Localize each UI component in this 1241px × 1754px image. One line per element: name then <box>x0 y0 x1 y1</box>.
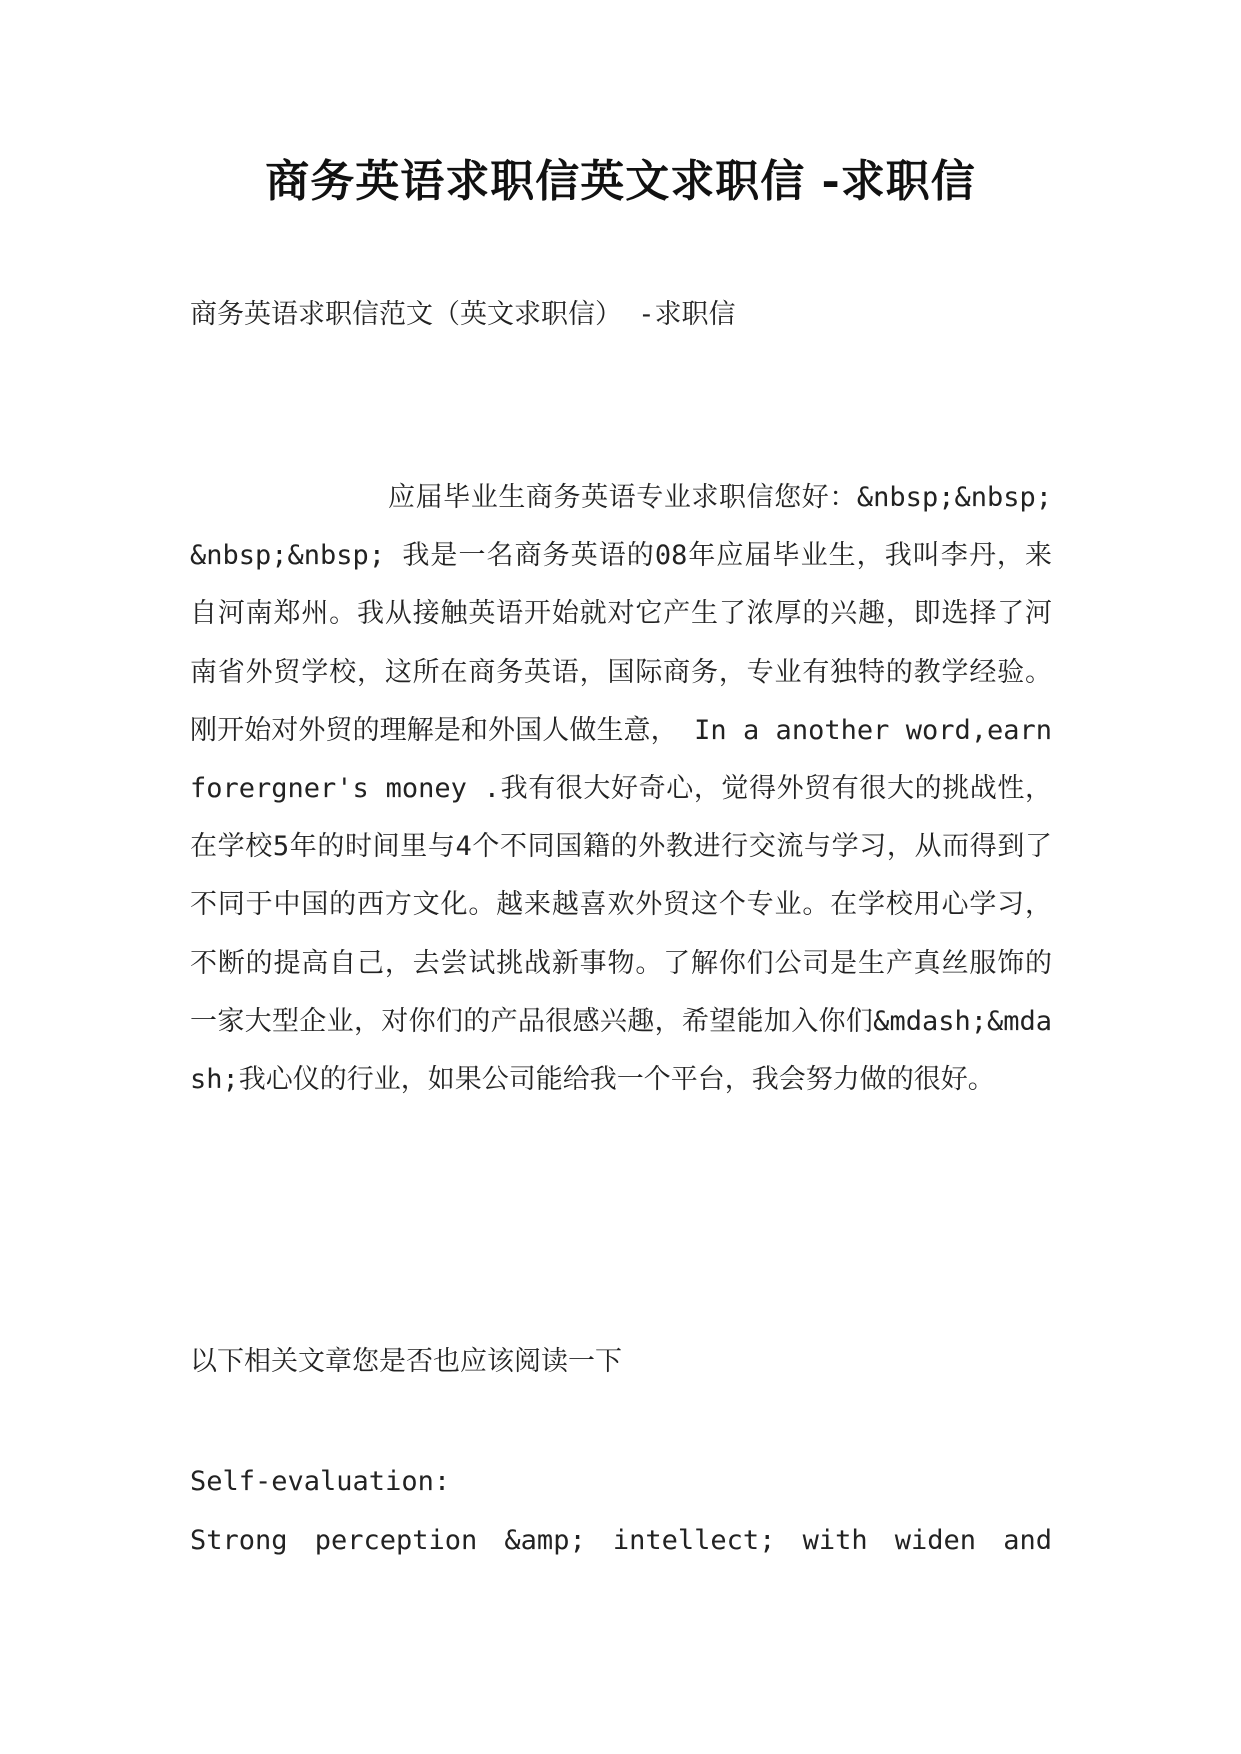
document-title: 商务英语求职信英文求职信 -求职信 <box>265 156 976 207</box>
self-evaluation-text: Strong perception &amp; intellect; with widen and <box>190 1525 1052 1556</box>
self-evaluation-label: Self-evaluation: <box>190 1466 451 1497</box>
self-evaluation-section <box>190 1452 1052 1570</box>
document-subtitle: 商务英语求职信范文（英文求职信） -求职信 <box>190 299 736 330</box>
cover-letter-paragraph: 应届毕业生商务英语专业求职信您好：&nbsp;&nbsp;&nbsp;&nbsp; 我是一名商务英语的08年应届毕业生，我叫李丹，来自河南郑州。我从接触英语开始就对它产生了浓厚的兴趣，即选择了河南省外贸学校，这所在商务英语，国际商务，专业有独特的教学经验。刚开始对外贸的理解是和外国人做生意， In a another word,earn forergner's money .我有很大好奇心，觉得外贸有很大的挑战性，在学校5年的时间里与4个不同国籍的外教进行交流与学习，从而得到了不同于中国的西方文化。越来越喜欢外贸这个专业。在学校用心学习，不断的提高自己，去尝试挑战新事物。了解你们公司是生产真丝服饰的一家大型企业，对你们的产品很感兴趣，希望能加入你们&mdash;&mdash;我心仪的行业，如果公司能给我一个平台，我会努力做的很好。 <box>190 482 1052 1096</box>
related-articles-heading: 以下相关文章您是否也应该阅读一下 <box>190 1346 622 1377</box>
